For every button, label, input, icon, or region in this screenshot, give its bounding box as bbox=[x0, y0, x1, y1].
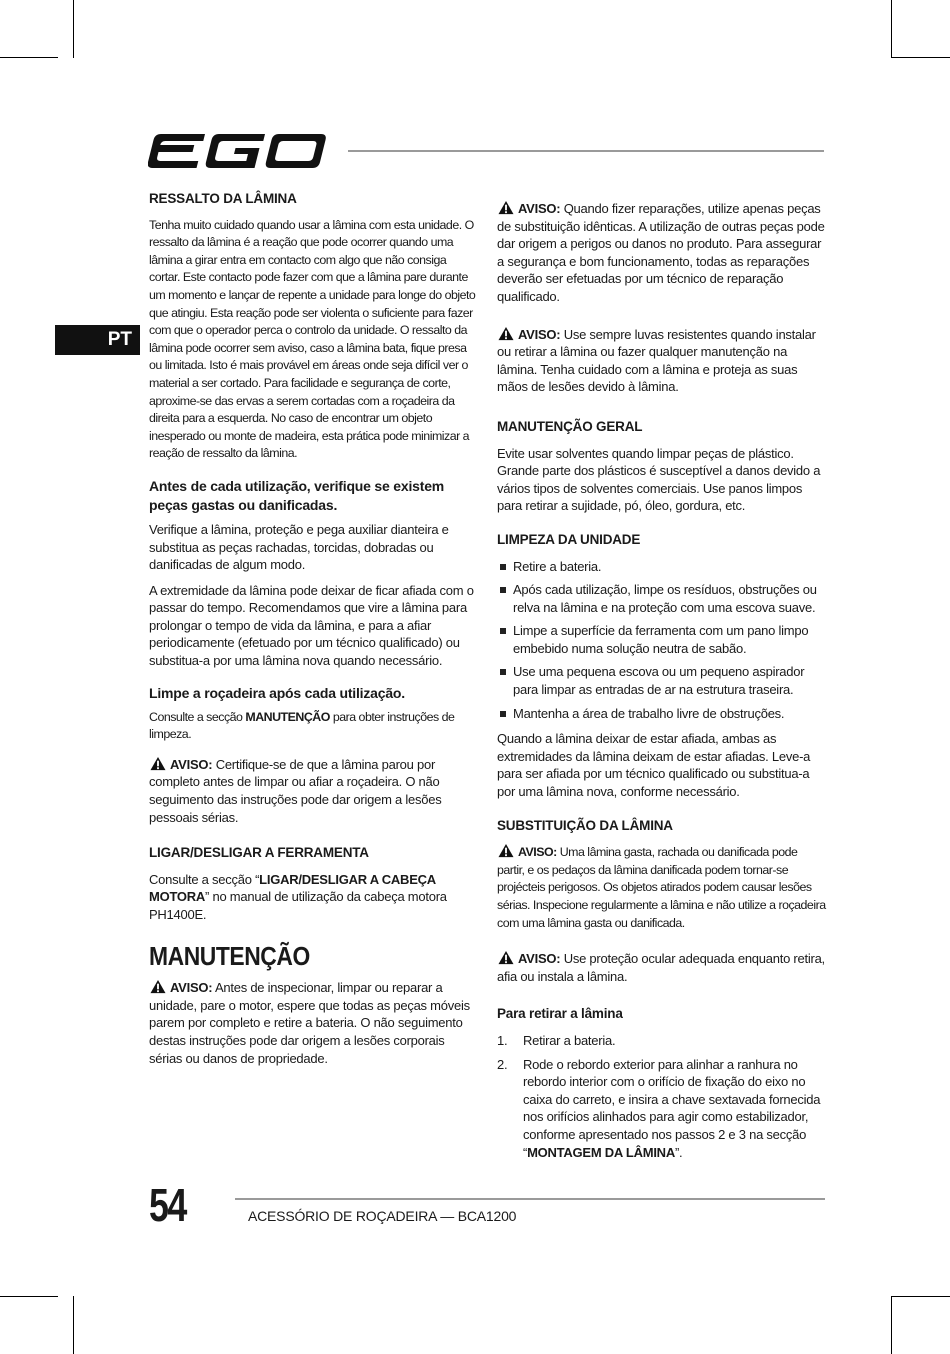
warning-stop-blade: AVISO: Certifique-se de que a lâmina parou por completo antes de limpar ou afiar a roçadeira. O não seguimento das instruções pode dar origem a lesões pessoais sérias. bbox=[149, 756, 442, 825]
warning-gloves: AVISO: Use sempre luvas resistentes quando instalar ou retirar a lâmina ou fazer qualquer manutenção na lâmina. Tenha cuidado com a lâmina e proteja as suas mãos de lesões devido à lâmina. bbox=[497, 326, 816, 395]
list-item: 2. Rode o rebordo exterior para alinhar a ranhura no rebordo interior com o orifício de fixação do eixo no caixa do carreto, e insira a chave sextavada fornecida nos orifícios alinhados para agir como estabilizador, conforme apresentado nos passos 2 e 3 na secção “MONTAGEM DA LÂMINA”. bbox=[497, 1056, 821, 1160]
warning-triangle-icon bbox=[497, 950, 515, 965]
footer-title: ACESSÓRIO DE ROÇADEIRA — BCA1200 bbox=[248, 1208, 517, 1224]
crop-mark bbox=[892, 1296, 950, 1297]
warning-triangle-icon bbox=[149, 979, 167, 994]
list-item: 1. Retirar a bateria. bbox=[497, 1032, 616, 1048]
list-item: Limpe a superfície da ferramenta com um pano limpo embebido numa solução neutra de sabão. bbox=[497, 622, 827, 657]
general-maintenance-body: Evite usar solventes quando limpar peças de plástico. Grande parte dos plásticos é susceptível a danos devido a vários tipos de solventes comerciais. Use panos limpos para retirar a sujidade, pó, óleo, gordura, etc. bbox=[497, 445, 821, 514]
blade-replacement-heading: SUBSTITUIÇÃO DA LÂMINA bbox=[497, 817, 673, 833]
maintenance-title: MANUTENÇÃO bbox=[149, 940, 310, 971]
crop-mark bbox=[892, 57, 950, 58]
crop-mark bbox=[891, 1296, 892, 1354]
header-rule bbox=[348, 150, 824, 152]
dull-blade-body: Quando a lâmina deixar de estar afiada, ambas as extremidades da lâmina deixam de estar afiadas. Leve-a para ser afiada por um técnico qualificado ou substitua-a por uma lâmina nova, conforme necessário. bbox=[497, 731, 811, 800]
list-item: Mantenha a área de trabalho livre de obstruções. bbox=[497, 705, 827, 723]
right-column bbox=[497, 200, 827, 1167]
crop-mark bbox=[73, 1296, 74, 1354]
remove-blade-steps bbox=[497, 1032, 827, 1161]
warning-triangle-icon bbox=[149, 756, 167, 771]
warning-identical-parts: AVISO: Quando fizer reparações, utilize apenas peças de substituição idênticas. A utilização de outras peças pode dar origem a perigos ou danos no produto. Para assegurar a segurança e bom funcionamento, todas as reparações deverão ser efetuadas por um técnico de reparação qualificado. bbox=[497, 201, 825, 304]
list-item: Após cada utilização, limpe os resíduos, obstruções ou relva na lâmina e na proteção com uma escova suave. bbox=[497, 581, 827, 616]
check-heading: Antes de cada utilização, verifique se existem peças gastas ou danificadas. bbox=[149, 477, 445, 513]
clean-unit-heading: LIMPEZA DA UNIDADE bbox=[497, 531, 641, 547]
warning-eye-protection: AVISO: Use proteção ocular adequada enquanto retira, afia ou instala a lâmina. bbox=[497, 951, 825, 984]
ego-logo bbox=[148, 130, 333, 172]
crop-mark bbox=[73, 0, 74, 58]
warning-inspect: AVISO: Antes de inspecionar, limpar ou reparar a unidade, pare o motor, espere que todas as peças móveis parem por completo e retire a bateria. O não seguimento destas instruções pode dar origem a lesões corporais sérias ou danos de propriedade. bbox=[149, 980, 470, 1066]
left-column bbox=[149, 190, 479, 1075]
crop-mark bbox=[0, 57, 58, 58]
clean-heading: Limpe a roçadeira após cada utilização. bbox=[149, 684, 405, 701]
warning-worn-blade: AVISO: Uma lâmina gasta, rachada ou danificada pode partir, e os pedaços da lâmina danificada podem tornar-se projécteis perigosos. Os objetos atirados podem causar lesões sérias. Inspecione regularmente a lâmina e não utilize a roçadeira com uma lâmina gasta ou danificada. bbox=[497, 845, 826, 930]
check-paragraph-2: A extremidade da lâmina pode deixar de ficar afiada com o passar do tempo. Recomendamos que vire a lâmina para prolongar o tempo de vida da lâmina, e para a afiar periodicamente (efetuado por um técnico qualificado) ou substitua-a por uma lâmina nova quando necessário. bbox=[149, 582, 474, 669]
general-maintenance-heading: MANUTENÇÃO GERAL bbox=[497, 418, 643, 434]
list-item: Use uma pequena escova ou um pequeno aspirador para limpar as entradas de ar na estrutura traseira. bbox=[497, 663, 827, 698]
onoff-body: Consulte a secção “LIGAR/DESLIGAR A CABEÇA MOTORA” no manual de utilização da cabeça motora PH1400E. bbox=[149, 871, 447, 922]
warning-triangle-icon bbox=[497, 843, 515, 858]
crop-mark bbox=[0, 1296, 58, 1297]
warning-triangle-icon bbox=[497, 200, 515, 215]
clean-reference: Consulte a secção MANUTENÇÃO para obter instruções de limpeza. bbox=[149, 709, 455, 742]
ressalto-heading: RESSALTO DA LÂMINA bbox=[149, 191, 297, 206]
list-item: Retire a bateria. bbox=[497, 558, 827, 576]
footer-rule bbox=[235, 1198, 825, 1200]
onoff-heading: LIGAR/DESLIGAR A FERRAMENTA bbox=[149, 845, 369, 861]
ressalto-body: Tenha muito cuidado quando usar a lâmina com esta unidade. O ressalto da lâmina é a reação que pode ocorrer quando uma lâmina a girar entra em contacto com algo que não consiga cortar. Este contacto pode fazer com que a lâmina pare durante um momento e lançar de repente a unidade para longe do objeto que atingiu. Esta reação pode ser violenta o suficiente para fazer com que o operador perca o controlo da unidade. O ressalto da lâmina pode ocorrer sem aviso, caso a lâmina bata, fique presa ou limitada. Isto é mais provável em áreas onde seja difícil ver o material a ser cortado. Para facilidade e segurança de corte, aproxime-se das ervas a serem cortadas com a roçadeira da direita para a esquerda. No caso de encontrar um objeto inesperado ou monte de madeira, esta prática pode minimizar a reação de ressalto da lâmina. bbox=[149, 217, 476, 461]
remove-blade-heading: Para retirar a lâmina bbox=[497, 1006, 623, 1022]
language-tab: PT bbox=[55, 325, 140, 355]
warning-triangle-icon bbox=[497, 326, 515, 341]
clean-unit-list bbox=[497, 558, 827, 723]
page-number: 54 bbox=[149, 1179, 186, 1231]
check-paragraph-1: Verifique a lâmina, proteção e pega auxiliar dianteira e substitua as peças rachadas, torcidas, dobradas ou danificadas de algum modo. bbox=[149, 521, 449, 573]
crop-mark bbox=[891, 0, 892, 58]
